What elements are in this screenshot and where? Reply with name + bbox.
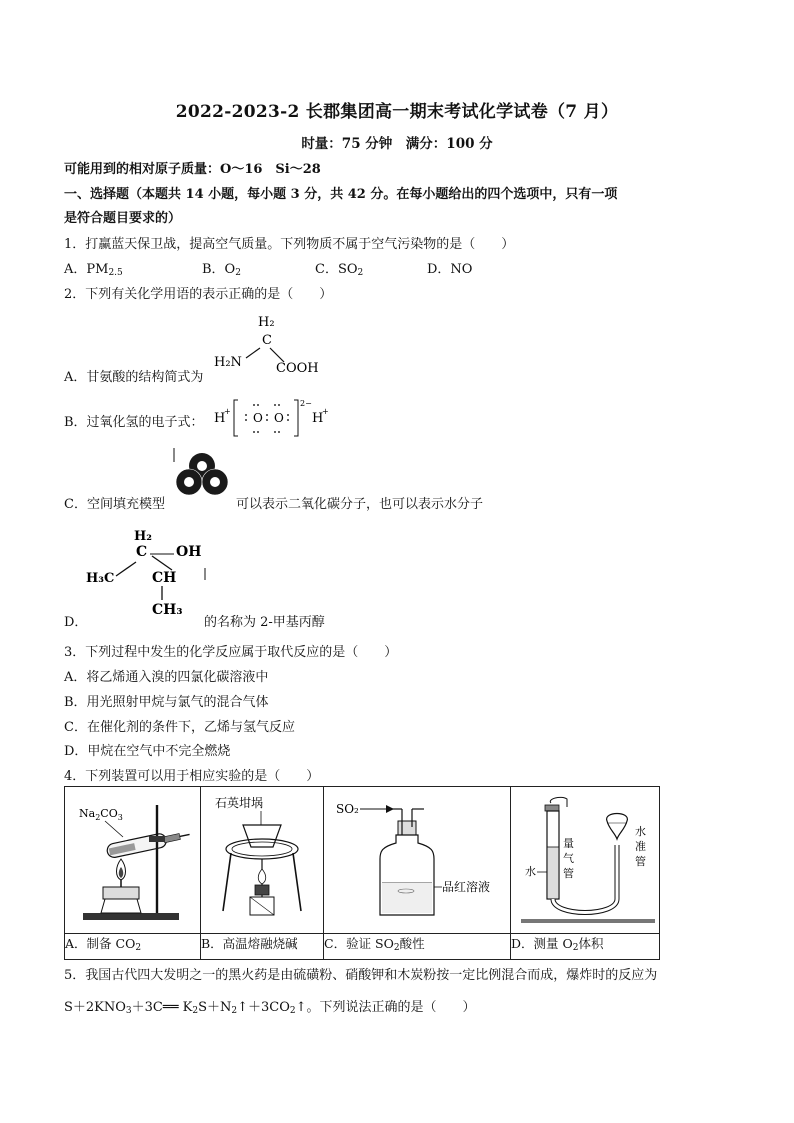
exam-subtitle: 时量：75 分钟 满分：100 分 [301, 136, 493, 152]
peroxide-o1: O [253, 411, 263, 425]
apparatus-d-level-char3: 管 [635, 855, 646, 868]
alcohol-c1: C [136, 544, 148, 560]
q5-stem: 5．我国古代四大发明之一的黑火药是由硫磺粉、硝酸钾和木炭粉按一定比例混合而成，爆炸时的反应为 [64, 968, 658, 983]
q5-equation: $S+2KNO_3+3C══$ $K_2S+N_2↑+3CO_2↑$。下列说法正确的是（ ） [64, 1000, 476, 1016]
q3-option-a[interactable]: A．将乙烯通入溴的四氯化碳溶液中 [64, 670, 269, 685]
apparatus-a-caption[interactable]: A．制备 $CO_2$ [65, 934, 201, 960]
apparatus-d-figure [511, 787, 659, 929]
apparatus-d-cell [511, 787, 660, 934]
peroxide-h-left-plus: + [224, 407, 231, 416]
apparatus-b-label: 石英坩埚 [215, 796, 264, 810]
peroxide-h-right-plus: + [322, 407, 329, 416]
glycine-cooh: COOH [276, 361, 319, 376]
section-heading-line2: 是符合题目要求的） [64, 211, 182, 226]
glycine-h2n: H₂N [214, 355, 242, 370]
q1-c-sub: 2 [357, 268, 364, 278]
q1-a-text: A．PM [64, 262, 109, 277]
alcohol-h2: H₂ [134, 529, 152, 544]
apparatus-c-liquid: 品红溶液 [442, 880, 491, 894]
apparatus-a-cell [65, 787, 201, 934]
q2-stem: 2．下列有关化学用语的表示正确的是（ ） [64, 287, 333, 302]
q1-option-a[interactable] [64, 258, 123, 278]
apparatus-b-figure [201, 787, 323, 929]
q2-option-d[interactable]: D． [64, 615, 88, 630]
peroxide-h-left: H [214, 411, 226, 426]
apparatus-a-label: $Na_2CO_3$ [79, 807, 123, 822]
space-filling-model-image [172, 446, 234, 502]
apparatus-table [64, 786, 660, 960]
apparatus-d-tube-char3: 管 [563, 867, 574, 880]
apparatus-d-caption[interactable]: D．测量 $O_2$体积 [511, 934, 660, 960]
q3-option-c[interactable]: C．在催化剂的条件下，乙烯与氢气反应 [64, 720, 295, 735]
q3-stem: 3．下列过程中发生的化学反应属于取代反应的是（ ） [64, 645, 398, 660]
exam-title: 2022-2023-2 长郡集团高一期末考试化学试卷（7 月） [175, 102, 619, 122]
glycine-c: C [262, 333, 272, 348]
alcohol-oh: OH [176, 544, 202, 560]
apparatus-c-figure [324, 787, 510, 929]
apparatus-c-gas: SO₂ [336, 802, 359, 816]
q1-a-sub: 2.5 [108, 268, 123, 278]
glycine-h2: H₂ [258, 315, 275, 330]
q1-c-text: C．SO [315, 262, 358, 277]
q3-option-b[interactable]: B．用光照射甲烷与氯气的混合气体 [64, 695, 269, 710]
q2-option-c[interactable]: C．空间填充模型 [64, 497, 165, 512]
q3-option-d[interactable]: D．甲烷在空气中不完全燃烧 [64, 744, 231, 759]
apparatus-d-water: 水 [525, 865, 536, 878]
q2-c-tail: 可以表示二氧化碳分子，也可以表示水分子 [236, 497, 484, 512]
q1-option-b[interactable] [202, 258, 241, 278]
q1-option-c[interactable] [315, 258, 363, 278]
apparatus-c-caption[interactable]: C．验证 $SO_2$酸性 [324, 934, 511, 960]
peroxide-charge: 2− [300, 399, 312, 408]
q1-stem: 1．打赢蓝天保卫战，提高空气质量。下列物质不属于空气污染物的是（ ） [64, 237, 515, 252]
q1-b-text: B．O [202, 262, 236, 277]
q1-b-sub: 2 [235, 268, 241, 278]
atomic-mass-note: 可能用到的相对原子质量：O～16 Si～28 [64, 162, 321, 177]
q4-stem: 4．下列装置可以用于相应实验的是（ ） [64, 769, 320, 784]
apparatus-d-level-char1: 水 [635, 825, 646, 838]
glycine-structure [210, 310, 330, 378]
section-heading-line1: 一、选择题（本题共 14 小题，每小题 3 分，共 42 分。在每小题给出的四个选项中，只有一项 [64, 187, 618, 202]
apparatus-c-cell [324, 787, 511, 934]
peroxide-h-right: H [312, 411, 324, 426]
apparatus-a-figure [65, 787, 200, 929]
q1-option-d[interactable]: D．NO [427, 262, 473, 277]
peroxide-electron-formula [212, 396, 342, 440]
apparatus-b-cell [201, 787, 324, 934]
apparatus-d-level-char2: 准 [635, 840, 646, 853]
alcohol-structure [86, 526, 211, 620]
q2-option-b[interactable]: B．过氧化氢的电子式： [64, 415, 204, 430]
apparatus-b-caption[interactable]: B．高温熔融烧碱 [201, 934, 324, 960]
q2-option-a[interactable]: A．甘氨酸的结构简式为 [64, 370, 204, 385]
alcohol-ch: CH [152, 570, 177, 586]
alcohol-ch3-left: H₃C [86, 571, 115, 586]
alcohol-ch3: CH₃ [152, 602, 183, 618]
peroxide-o2: O [274, 411, 284, 425]
apparatus-d-tube-char2: 气 [563, 852, 574, 865]
q2-d-tail: 的名称为 2-甲基丙醇 [204, 615, 325, 630]
apparatus-d-tube-char1: 量 [563, 837, 574, 850]
